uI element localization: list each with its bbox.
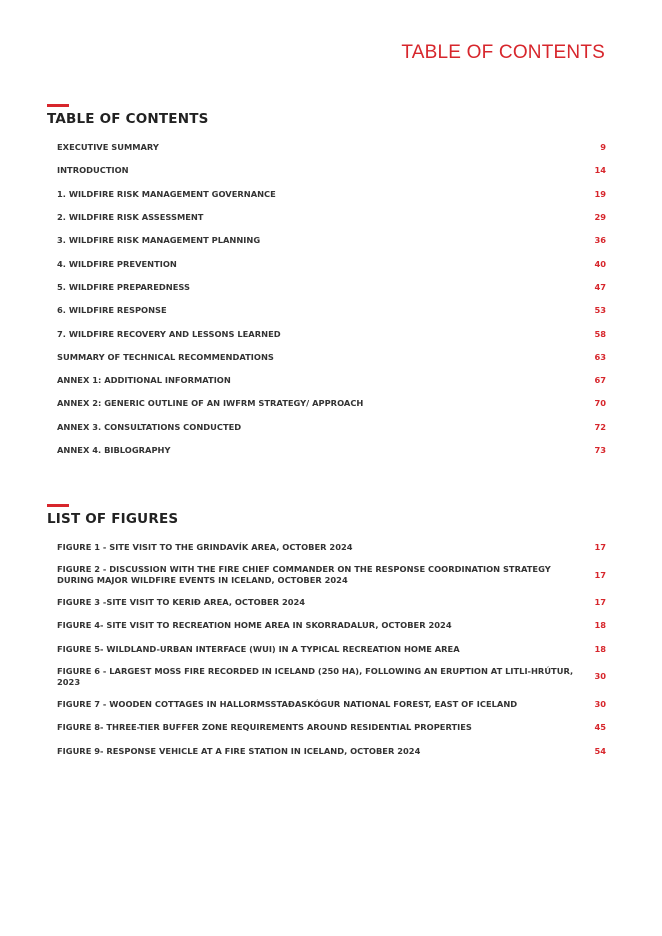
toc-entry-label: SUMMARY OF TECHNICAL RECOMMENDATIONS [57,351,274,362]
toc-entry-label: ANNEX 4. BIBLOGRAPHY [57,445,171,455]
toc-entry-label: INTRODUCTION [57,165,129,176]
figure-entry[interactable] [47,591,606,615]
figure-entry-label: FIGURE 1 - SITE VISIT TO THE GRINDAVÍK AREA, OCTOBER 2024 [57,542,353,553]
toc-entry-page-number: 58 [594,328,606,339]
toc-entry-page-number: 36 [594,235,606,246]
toc-entry-page-number: 29 [594,212,606,223]
figure-entry-page-number: 17 [594,542,606,553]
toc-entry-label: 4. WILDFIRE PREVENTION [57,258,177,269]
toc-entry[interactable] [47,252,606,275]
toc-entry-page-number: 14 [594,165,606,176]
toc-entry[interactable] [47,183,606,206]
figure-entry[interactable] [47,560,606,591]
toc-entries [47,136,606,462]
figures-title: LIST OF FIGURES [47,511,179,527]
toc-entry[interactable] [47,416,606,439]
figure-entry-label: FIGURE 8- THREE-TIER BUFFER ZONE REQUIREMENTS AROUND RESIDENTIAL PROPERTIES [57,722,472,733]
figure-entry-page-number: 30 [594,698,606,709]
toc-entry-label: 1. WILDFIRE RISK MANAGEMENT GOVERNANCE [57,188,276,199]
figure-entry-page-number: 45 [594,722,606,733]
toc-entry-page-number: 19 [594,188,606,199]
page-header-title: TABLE OF CONTENTS [401,42,605,63]
toc-title: TABLE OF CONTENTS [47,111,209,127]
figure-entry[interactable] [47,638,606,662]
toc-entry-page-number: 53 [594,305,606,316]
toc-entry[interactable] [47,392,606,415]
toc-entry[interactable] [47,276,606,299]
toc-entry-page-number: 9 [600,142,606,153]
toc-entry-label: ANNEX 2: GENERIC OUTLINE OF AN IWFRM STRATEGY/ APPROACH [57,398,364,409]
toc-entry-label: ANNEX 1: ADDITIONAL INFORMATION [57,375,231,386]
figure-entry-page-number: 30 [594,671,606,682]
toc-entry-label: 3. WILDFIRE RISK MANAGEMENT PLANNING [57,235,261,246]
figure-entry-page-number: 18 [594,620,606,631]
toc-entry-page-number: 40 [594,258,606,269]
figure-entry-page-number: 54 [594,745,606,756]
figure-entry-label: FIGURE 4- SITE VISIT TO RECREATION HOME AREA IN SKORRADALUR, OCTOBER 2024 [57,620,452,631]
toc-entry-page-number: 72 [594,421,606,432]
section-accent-bar [47,504,69,507]
toc-entry[interactable] [47,159,606,182]
figure-entry[interactable] [47,716,606,740]
toc-entry-page-number: 73 [594,445,606,455]
figure-entry[interactable] [47,536,606,560]
toc-entry[interactable] [47,322,606,345]
toc-entry[interactable] [47,229,606,252]
toc-entry-label: EXECUTIVE SUMMARY [57,142,159,153]
figure-entry-page-number: 17 [594,596,606,607]
toc-entry-label: 5. WILDFIRE PREPAREDNESS [57,281,190,292]
toc-entry[interactable] [47,299,606,322]
toc-entry[interactable] [47,136,606,159]
toc-entry-label: 6. WILDFIRE RESPONSE [57,305,167,316]
toc-entry[interactable] [47,206,606,229]
toc-entry[interactable] [47,439,606,462]
toc-entry[interactable] [47,346,606,369]
toc-entry-page-number: 70 [594,398,606,409]
toc-entry-label: 2. WILDFIRE RISK ASSESSMENT [57,212,204,223]
figure-entry-label: FIGURE 3 -SITE VISIT TO KERIÐ AREA, OCTOBER 2024 [57,596,306,607]
toc-entry-page-number: 47 [594,281,606,292]
figure-entry[interactable] [47,692,606,716]
toc-entry-label: 7. WILDFIRE RECOVERY AND LESSONS LEARNED [57,328,281,339]
figure-entry[interactable] [47,661,606,692]
figure-entry-label: FIGURE 2 - DISCUSSION WITH THE FIRE CHIEF COMMANDER ON THE RESPONSE COORDINATION STRATEGY DURING MAJOR WILDFIRE EVENTS IN ICELAND, OCTOBER 2024 [57,564,551,586]
figure-entry-page-number: 18 [594,644,606,655]
figure-entry-label: FIGURE 5- WILDLAND-URBAN INTERFACE (WUI) IN A TYPICAL RECREATION HOME AREA [57,644,460,655]
list-of-figures [47,504,606,763]
figure-entry-page-number: 17 [594,569,606,580]
toc-entry-label: ANNEX 3. CONSULTATIONS CONDUCTED [57,421,242,432]
figure-entry-label: FIGURE 6 - LARGEST MOSS FIRE RECORDED IN ICELAND (250 HA), FOLLOWING AN ERUPTION AT LITLI-HRÚTUR, 2023 [57,665,574,687]
toc-entry-page-number: 63 [594,351,606,362]
figure-entry-label: FIGURE 7 - WOODEN COTTAGES IN HALLORMSSTAÐASKÓGUR NATIONAL FOREST, EAST OF ICELAND [57,698,518,709]
figure-entry-label: FIGURE 9- RESPONSE VEHICLE AT A FIRE STATION IN ICELAND, OCTOBER 2024 [57,745,421,756]
figure-entry[interactable] [47,740,606,764]
section-accent-bar [47,104,69,107]
figure-entries [47,536,606,763]
toc-entry-page-number: 67 [594,375,606,386]
table-of-contents [47,104,606,462]
toc-entry[interactable] [47,369,606,392]
figure-entry[interactable] [47,614,606,638]
